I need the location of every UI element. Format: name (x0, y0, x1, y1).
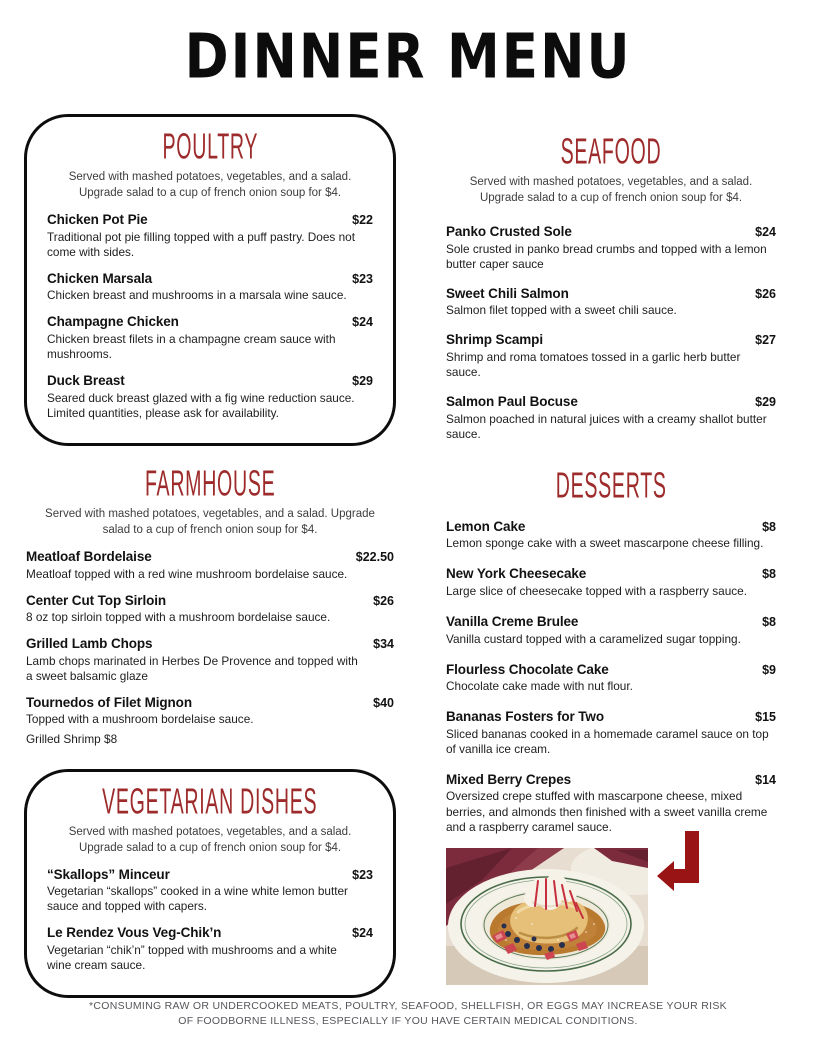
menu-item (26, 695, 394, 747)
footer-disclaimer (0, 999, 816, 1031)
menu-item (446, 566, 776, 599)
item-description: Lamb chops marinated in Herbes De Provence and topped with a sweet balsamic glaze (26, 653, 358, 683)
item-name: Duck Breast (47, 373, 125, 389)
item-price: $26 (755, 286, 776, 301)
item-description: Vegetarian “chik’n” topped with mushrooms and a white wine cream sauce. (47, 942, 337, 973)
item-price: $22.50 (355, 550, 394, 565)
menu-item (47, 314, 373, 362)
mixed-berry-crepes-photo (446, 848, 648, 985)
item-name: “Skallops” Minceur (47, 866, 170, 882)
arrow-left-icon (657, 831, 703, 895)
item-name: Center Cut Top Sirloin (26, 592, 167, 608)
item-description: Sliced bananas cooked in a homemade caramel sauce on top of vanilla ice cream. (446, 726, 769, 756)
item-description: Chocolate cake made with nut flour. (446, 679, 633, 694)
section-farmhouse (24, 463, 396, 747)
menu-item (26, 549, 394, 582)
menu-item (446, 286, 776, 319)
item-name: Meatloaf Bordelaise (26, 549, 152, 565)
item-name: Flourless Chocolate Cake (446, 661, 609, 677)
menu-item (446, 709, 776, 757)
item-price: $15 (755, 710, 776, 725)
menu-item (446, 332, 776, 380)
item-description: Vanilla custard topped with a caramelized sugar topping. (446, 631, 741, 646)
item-price: $24 (352, 315, 373, 330)
item-name: Chicken Pot Pie (47, 212, 148, 228)
section-title-vegetarian: VEGETARIAN DISHES (102, 781, 318, 821)
item-price: $9 (762, 662, 776, 677)
item-price: $40 (373, 695, 394, 710)
item-name: Vanilla Creme Brulee (446, 614, 579, 630)
item-name: Sweet Chili Salmon (446, 285, 569, 301)
item-name: Chicken Marsala (47, 270, 153, 286)
section-seafood (446, 131, 776, 442)
item-price: $29 (755, 395, 776, 410)
page-title: DINNER MENU (184, 22, 632, 93)
menu-item (26, 593, 394, 626)
menu-item (47, 373, 373, 421)
item-description: Lemon sponge cake with a sweet mascarpone cheese filling. (446, 536, 764, 551)
item-price: $8 (762, 519, 776, 534)
item-price: $22 (352, 213, 373, 228)
menu-item (47, 271, 373, 304)
item-name: New York Cheesecake (446, 566, 587, 582)
item-name: Grilled Lamb Chops (26, 636, 153, 652)
dessert-photo-row (446, 848, 776, 985)
item-description: Salmon filet topped with a sweet chili sauce. (446, 303, 677, 318)
item-price: $23 (352, 867, 373, 882)
right-column (446, 114, 776, 998)
menu-columns (0, 114, 816, 998)
section-note: Served with mashed potatoes, vegetables, and a salad. Upgrade salad to a cup of french onion soup for $4. (45, 507, 375, 536)
item-description: Topped with a mushroom bordelaise sauce. (26, 712, 254, 727)
menu-item (47, 925, 373, 973)
item-description: Oversized crepe stuffed with mascarpone cheese, mixed berries, and almonds then finished with a sweet vanilla creme and a raspberry caramel sauce. (446, 789, 768, 834)
footer-line-2: OF FOODBORNE ILLNESS, ESPECIALLY IF YOU HAVE CERTAIN MEDICAL CONDITIONS. (178, 1015, 638, 1028)
section-note: Served with mashed potatoes, vegetables, and a salad. Upgrade salad to a cup of french onion soup for $4. (68, 825, 352, 854)
section-poultry (24, 114, 396, 446)
menu-item (446, 772, 776, 835)
menu-item (47, 867, 373, 915)
item-price: $34 (373, 637, 394, 652)
item-price: $24 (352, 926, 373, 941)
item-addon: Grilled Shrimp $8 (26, 731, 118, 746)
item-name: Salmon Paul Bocuse (446, 394, 578, 410)
item-price: $29 (352, 374, 373, 389)
item-description: Seared duck breast glazed with a fig wine reduction sauce. Limited quantities, please ask for availability. (47, 390, 355, 420)
item-price: $24 (755, 225, 776, 240)
item-name: Panko Crusted Sole (446, 224, 572, 240)
section-title-seafood: SEAFOOD (560, 131, 662, 172)
section-title-farmhouse: FARMHOUSE (144, 463, 276, 504)
item-name: Shrimp Scampi (446, 332, 543, 348)
item-description: Large slice of cheesecake topped with a raspberry sauce. (446, 583, 747, 598)
item-price: $8 (762, 567, 776, 582)
left-column (24, 114, 396, 998)
item-price: $8 (762, 615, 776, 630)
item-name: Le Rendez Vous Veg-Chik’n (47, 925, 222, 941)
item-price: $27 (755, 333, 776, 348)
item-price: $23 (352, 271, 373, 286)
section-title-poultry: POULTRY (162, 126, 258, 167)
item-description: Vegetarian “skallops” cooked in a wine white lemon butter sauce and topped with capers. (47, 884, 348, 914)
item-description: Shrimp and roma tomatoes tossed in a garlic herb butter sauce. (446, 349, 741, 380)
dessert-photo (446, 848, 648, 985)
section-desserts (446, 465, 776, 835)
section-title-desserts: DESSERTS (555, 465, 667, 506)
item-description: 8 oz top sirloin topped with a mushroom bordelaise sauce. (26, 610, 331, 625)
section-note: Served with mashed potatoes, vegetables, and a salad. Upgrade salad to a cup of french onion soup for $4. (68, 171, 352, 200)
item-description: Meatloaf topped with a red wine mushroom bordelaise sauce. (26, 566, 348, 581)
menu-item (47, 212, 373, 260)
menu-item (446, 224, 776, 272)
item-description: Sole crusted in panko bread crumbs and topped with a lemon butter caper sauce (446, 241, 767, 271)
item-description: Chicken breast and mushrooms in a marsala wine sauce. (47, 288, 347, 303)
item-name: Lemon Cake (446, 518, 526, 534)
item-price: $26 (373, 593, 394, 608)
section-note: Served with mashed potatoes, vegetables, and a salad. Upgrade salad to a cup of french onion soup for $4. (469, 176, 753, 205)
item-name: Bananas Fosters for Two (446, 709, 604, 725)
item-price: $14 (755, 772, 776, 787)
menu-item (446, 394, 776, 442)
item-name: Champagne Chicken (47, 314, 179, 330)
menu-item (446, 662, 776, 695)
menu-item (26, 636, 394, 684)
item-name: Tournedos of Filet Mignon (26, 694, 192, 710)
menu-item (446, 519, 776, 552)
item-description: Traditional pot pie filling topped with a puff pastry. Does not come with sides. (47, 229, 355, 259)
footer-line-1: *CONSUMING RAW OR UNDERCOOKED MEATS, POULTRY, SEAFOOD, SHELLFISH, OR EGGS MAY INCREASE YOUR RISK (89, 999, 727, 1012)
section-vegetarian (24, 769, 396, 999)
item-description: Salmon poached in natural juices with a creamy shallot butter sauce. (446, 411, 767, 441)
item-name: Mixed Berry Crepes (446, 771, 572, 787)
item-description: Chicken breast filets in a champagne cream sauce with mushrooms. (47, 331, 336, 362)
menu-item (446, 614, 776, 647)
